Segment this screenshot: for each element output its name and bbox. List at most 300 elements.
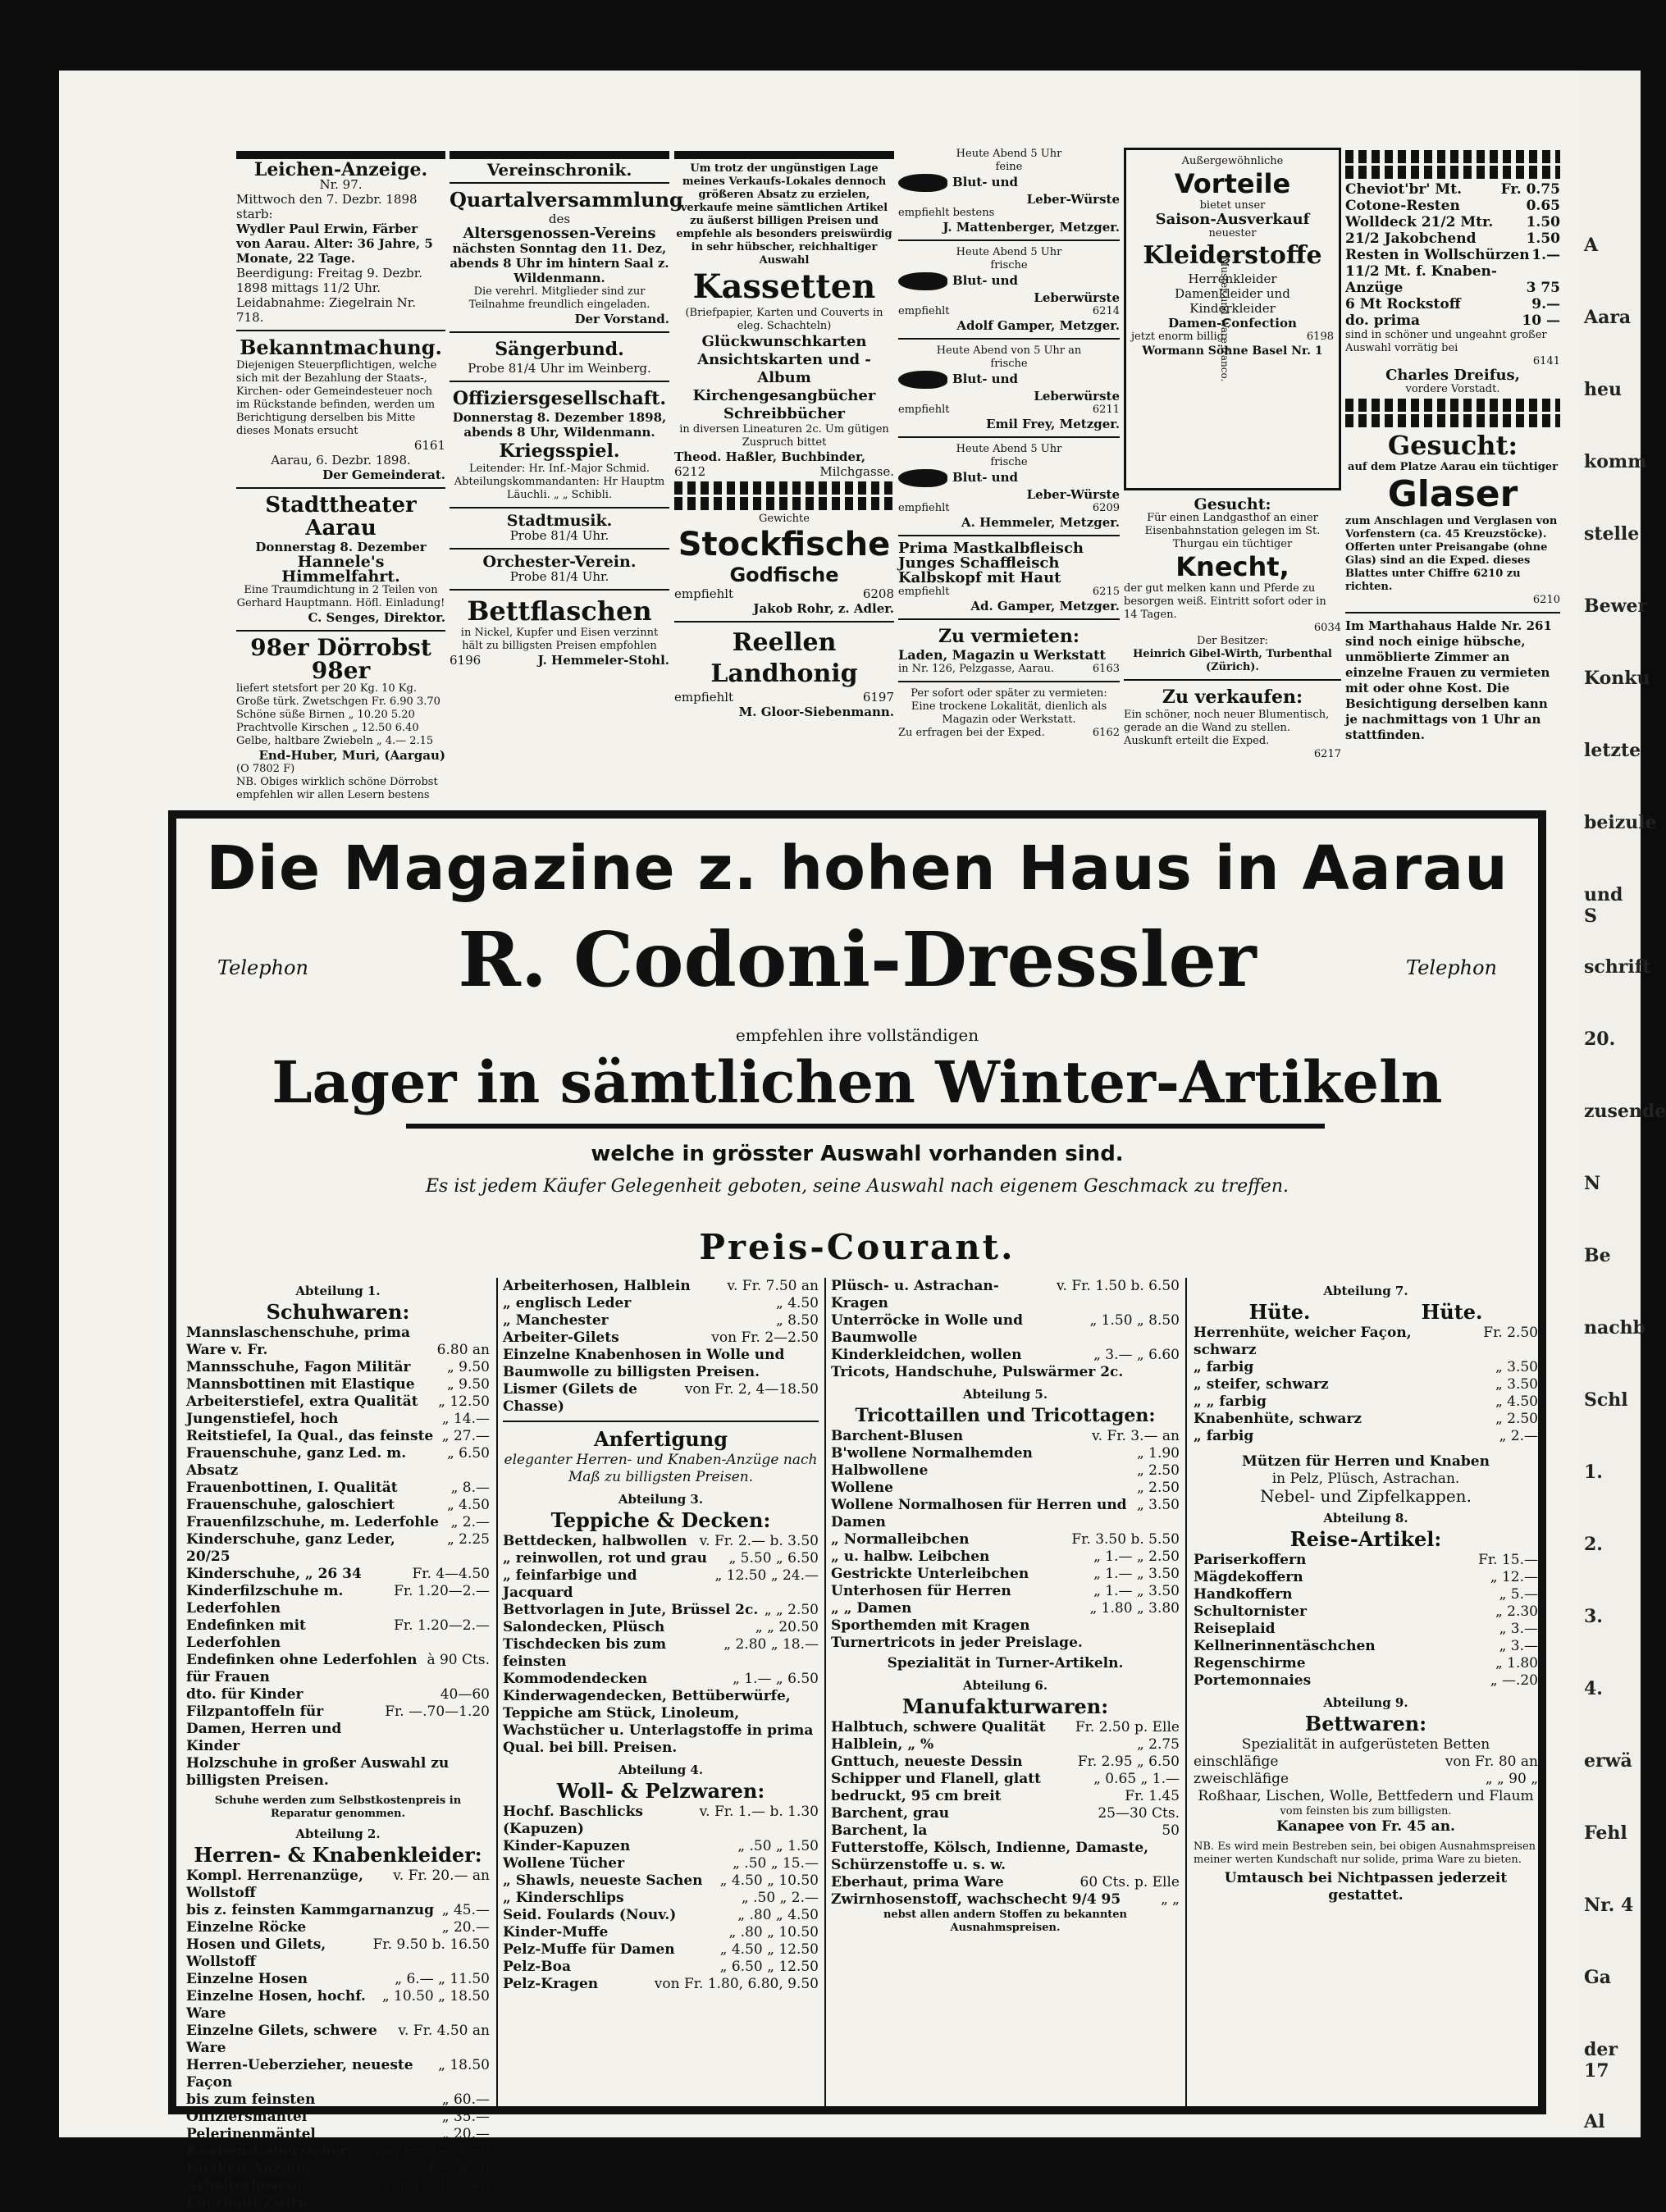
ad-telephone-left: Telephon xyxy=(217,956,308,979)
sausage-icon xyxy=(898,469,947,487)
item-name: Kinder-Kapuzen xyxy=(503,1838,631,1854)
sausage-icon xyxy=(898,272,947,290)
item-price: „ 20.— xyxy=(441,1919,490,1936)
price-row xyxy=(1194,1393,1538,1411)
item-price: 50 xyxy=(1162,1822,1180,1839)
item-price: „ 2.— xyxy=(1499,1428,1538,1444)
announcement-sign: Der Gemeinderat. xyxy=(322,467,445,482)
item-name: Kinder-Muffe xyxy=(503,1924,609,1941)
quarterly-club: Altersgenossen-Vereins xyxy=(463,225,656,242)
item-name: Holzschuhe in großer Auswahl zu billigsten Preisen. xyxy=(186,1755,450,1789)
sale-now: jetzt enorm billig. xyxy=(1131,331,1228,343)
fabric-row xyxy=(1345,198,1560,214)
adjacent-page-fragment: Fehl xyxy=(1584,1822,1627,1844)
fabric-price: 1.— xyxy=(1531,247,1560,263)
quarterly-text2: Die verehrl. Mitglieder sind zur Teilnahme freundlich eingeladen. xyxy=(468,285,650,311)
meat-item: Junges Schaffleisch xyxy=(898,554,1060,572)
item-name: Kommodendecken xyxy=(503,1671,648,1687)
dept-title: Hüte. xyxy=(1248,1300,1311,1324)
item-price: „ 2.30 xyxy=(1495,1603,1538,1620)
item-price: „ 1.— „ 3.50 xyxy=(1093,1566,1180,1582)
meat-number: 6215 xyxy=(1092,586,1120,598)
death-address: Leidabnahme: Ziegelrain Nr. 718. xyxy=(236,295,417,325)
price-row xyxy=(186,1531,490,1566)
price-row xyxy=(503,1381,819,1416)
price-row xyxy=(186,1342,490,1359)
sale-offers: bietet unser xyxy=(1199,199,1266,212)
farmhand-sign: Heinrich Gibel-Wirth, Turbenthal (Zürich). xyxy=(1133,648,1332,673)
adjacent-page-fragment: heu xyxy=(1584,379,1622,400)
cards-item: Kirchengesangbücher xyxy=(692,387,876,404)
sausage-icon xyxy=(898,174,947,192)
price-row xyxy=(186,1686,490,1703)
theater-play: Hannele's Himmelfahrt. xyxy=(281,553,400,586)
fabric-price: Fr. 0.75 xyxy=(1500,181,1560,198)
sale-prefix: Außergewöhnliche xyxy=(1181,155,1284,167)
price-row xyxy=(831,1719,1180,1736)
price-row xyxy=(186,2178,490,2212)
item-name: Futterstoffe, Kölsch, Indienne, Damaste, xyxy=(831,1840,1149,1856)
dept-title: Tricottaillen und Tricottagen: xyxy=(855,1405,1156,1426)
item-price: „ 1.— „ 2.50 xyxy=(1093,1548,1180,1565)
dried-fruit-line: Prachtvolle Kirschen „ 12.50 6.40 xyxy=(236,722,419,734)
price-row xyxy=(831,1278,1180,1312)
club-title: Vereinschronik. xyxy=(486,160,632,180)
sausage-number: 6214 xyxy=(1092,305,1120,317)
fabric-row xyxy=(1345,214,1560,230)
sell-number: 6217 xyxy=(1313,748,1341,760)
honey-sign: M. Gloor-Siebenmann. xyxy=(738,705,894,719)
death-burial: Beerdigung: Freitag 9. Dezbr. 1898 mittags 11/2 Uhr. xyxy=(236,266,423,295)
item-price: 60 Cts. p. Elle xyxy=(1079,1874,1180,1890)
adjacent-page-fragment: zusende xyxy=(1584,1101,1666,1122)
price-row xyxy=(186,2057,490,2091)
price-row xyxy=(831,1857,1180,1874)
quarterly-des: des xyxy=(548,212,571,226)
item-price: Fr. 1.20—2.— xyxy=(394,1583,490,1599)
item-name: Unterröcke in Wolle und Baumwolle xyxy=(831,1312,1024,1346)
tailoring-text: eleganter Herren- und Knaben-Anzüge nach Maß zu billigsten Preisen. xyxy=(504,1452,818,1485)
item-price: „ „ xyxy=(1160,1891,1180,1908)
dried-fruit-line: Schöne süße Birnen „ 10.20 5.20 xyxy=(236,709,415,721)
sofa-price: Kanapee von Fr. 45 an. xyxy=(1276,1818,1455,1835)
price-row xyxy=(186,1652,490,1686)
item-name: Seid. Foulards (Nouv.) xyxy=(503,1907,677,1923)
rent-number: 6163 xyxy=(1092,663,1120,675)
glazier-wanted: Gesucht: xyxy=(1387,430,1518,461)
price-row xyxy=(186,2143,490,2160)
stockfish-emp: empfiehlt xyxy=(674,586,734,601)
item-name: Wollene Tücher xyxy=(503,1855,625,1872)
adjacent-page-fragment: Be xyxy=(1584,1245,1611,1266)
item-name: Jungenstiefel, hoch xyxy=(186,1411,339,1427)
adjacent-page-fragment: stelle xyxy=(1584,523,1640,545)
band-title: Stadtmusik. xyxy=(506,512,613,530)
item-price: v. Fr. 1.50 b. 6.50 xyxy=(1056,1278,1180,1294)
price-row xyxy=(503,1941,819,1959)
item-price: „ 0.65 „ 1.— xyxy=(1093,1771,1180,1787)
rent2-text2: Zu erfragen bei der Exped. xyxy=(898,727,1045,739)
sale-newest: neuester xyxy=(1208,227,1257,239)
glazier-intro: auf dem Platze Aarau ein tüchtiger xyxy=(1348,461,1558,473)
item-name: Gnttuch, neueste Dessin xyxy=(831,1754,1023,1770)
item-name: Halbwollene xyxy=(831,1462,929,1479)
adjacent-page-fragment: und S xyxy=(1584,884,1623,927)
price-row xyxy=(831,1788,1180,1805)
sausage-liver: Leberwürste xyxy=(1034,290,1120,305)
item-price: „ 27.— xyxy=(441,1428,490,1444)
item-name: Zwirnhosenstoff, wachschecht 9/4 95 xyxy=(831,1891,1121,1908)
item-price: „ „ 2.50 xyxy=(764,1602,819,1618)
cards-text: in diversen Lineaturen 2c. Um gütigen Zuspruch bittet xyxy=(679,423,889,449)
bottle-title: Bettflaschen xyxy=(467,595,652,627)
dept-title: Reise-Artikel: xyxy=(1289,1527,1442,1551)
fabric-price: 1.50 xyxy=(1526,230,1560,247)
price-row xyxy=(186,2109,490,2126)
price-row xyxy=(831,1548,1180,1566)
price-row xyxy=(831,1497,1180,1531)
sale-title: Vorteile xyxy=(1174,168,1291,199)
announcement-text: Diejenigen Steuerpflichtigen, welche sich mit der Bezahlung der Staats-, Kirchen- oder Gemeindesteuer noch im Rückstande befinden, werden um Berichtigung derselben bis Mitte dieses Monats ersucht xyxy=(236,359,437,437)
item-name: Pelerinenmäntel xyxy=(186,2126,316,2142)
item-name: Schultornister xyxy=(1194,1603,1307,1620)
item-name: Tricots, Handschuhe, Pulswärmer 2c. xyxy=(831,1364,1124,1380)
item-name: B'wollene Normalhemden xyxy=(831,1445,1033,1462)
exchange-note: Umtausch bei Nichtpassen jederzeit gestattet. xyxy=(1224,1870,1508,1904)
dept-label: Abteilung 9. xyxy=(1323,1695,1408,1710)
sale-item: Damenkleider und xyxy=(1175,286,1290,301)
fabrics-sign: Charles Dreifus, xyxy=(1385,367,1520,384)
adjacent-page-fragment: erwä xyxy=(1584,1750,1632,1772)
item-price: „ 2.50 xyxy=(1136,1462,1180,1479)
wargame-title: Kriegsspiel. xyxy=(499,440,620,462)
price-row xyxy=(186,1359,490,1376)
price-row xyxy=(503,1636,819,1671)
sausage-head: Heute Abend 5 Uhr xyxy=(956,246,1062,258)
item-name: Pelz-Boa xyxy=(503,1959,572,1975)
item-name: Arbeiter-Gilets xyxy=(503,1329,619,1346)
sale-confection: Damen-Confection xyxy=(1168,316,1297,331)
price-row xyxy=(186,1988,490,2023)
price-row xyxy=(503,1550,819,1567)
item-price: „ 2.25 xyxy=(446,1531,490,1548)
item-name: Kellnerinnentäschchen xyxy=(1194,1638,1376,1654)
dept-label: Abteilung 5. xyxy=(962,1387,1048,1402)
item-name: Einzelne Gilets, schwere Ware xyxy=(186,2023,377,2056)
dept-title: Bettwaren: xyxy=(1304,1712,1427,1735)
item-price: Fr. 3.50 b. 5.50 xyxy=(1071,1531,1180,1548)
choir-title: Sängerbund. xyxy=(495,339,624,360)
column-clothing-sale xyxy=(1124,148,1341,853)
sausage-blood: Blut- und xyxy=(952,372,1018,386)
price-row xyxy=(831,1736,1180,1754)
sausage-blood: Blut- und xyxy=(952,470,1018,485)
sell-title: Zu verkaufen: xyxy=(1162,686,1303,708)
price-row xyxy=(1194,1672,1538,1690)
beds-range: vom feinsten bis zum billigsten. xyxy=(1280,1805,1452,1817)
item-price: Fr. —.70—1.20 xyxy=(385,1703,490,1720)
item-name: Kinderfilzschuhe m. Lederfohlen xyxy=(186,1583,344,1617)
item-price: à 90 Cts. xyxy=(427,1652,490,1668)
adjacent-page-fragment: Al xyxy=(1584,2111,1605,2132)
dried-fruit-code: (O 7802 F) xyxy=(236,763,295,775)
item-name: Mannslaschenschuhe, prima xyxy=(186,1325,411,1341)
price-list-title: Preis-Courant. xyxy=(699,1227,1016,1267)
dried-fruit-line: Große türk. Zwetschgen Fr. 6.90 3.70 xyxy=(236,696,440,708)
sell-text: Ein schöner, noch neuer Blumentisch, gerade an die Wand zu stellen. Auskunft erteilt die Exped. xyxy=(1124,709,1330,747)
fabric-row xyxy=(1345,181,1560,198)
cards-item: Ansichtskarten und -Album xyxy=(697,351,871,386)
item-name: Herren-Ueberzieher, neueste Façon xyxy=(186,2057,413,2091)
rent2-text: Per sofort oder später zu vermieten: Eine trockene Lokalität, dienlich als Magazin oder Werkstatt. xyxy=(911,687,1107,726)
item-price: Fr. 2.50 xyxy=(1483,1325,1538,1341)
item-name: Regenschirme xyxy=(1194,1655,1306,1672)
item-name: Arbeiterhosen, Halblein xyxy=(503,1278,691,1294)
item-price: „ 10.50 „ 18.50 xyxy=(381,1988,490,2004)
fabric-row xyxy=(1345,247,1560,263)
dried-fruit-line: Gelbe, haltbare Zwiebeln „ 4.— 2.15 xyxy=(236,735,434,747)
item-name: Knabenhüte, schwarz xyxy=(1194,1411,1362,1427)
item-price: „ 3.— „ 6.60 xyxy=(1093,1347,1180,1363)
dried-fruit-sign: End-Huber, Muri, (Aargau) xyxy=(258,748,445,763)
price-column-3 xyxy=(831,1278,1180,1935)
price-row xyxy=(503,1688,819,1757)
item-name: „ Manchester xyxy=(503,1312,609,1329)
column-club-chronicle xyxy=(450,148,683,853)
item-name: Hosen und Gilets, Wollstoff xyxy=(186,1936,326,1970)
item-name: Herrenhüte, weicher Façon, schwarz xyxy=(1194,1325,1412,1358)
item-name: Bettdecken, halbwollen xyxy=(503,1533,687,1549)
item-name: „ englisch Leder xyxy=(503,1295,632,1311)
price-row xyxy=(186,1971,490,1988)
dried-fruit-note: NB. Obiges wirklich schöne Dörrobst empfehlen wir allen Lesern bestens xyxy=(236,776,438,801)
fish-prefix: Gewichte xyxy=(759,513,810,525)
death-text: Mittwoch den 7. Dezbr. 1898 starb: xyxy=(236,192,418,221)
stockfish-number: 6208 xyxy=(862,586,894,601)
item-name: Ware v. Fr. xyxy=(186,1342,268,1358)
price-row xyxy=(1194,1771,1538,1788)
cards-item: Schreibbücher xyxy=(723,405,846,422)
item-price: „ 1.80 xyxy=(1495,1655,1538,1672)
item-name: Einzelne Hosen xyxy=(186,1971,308,1987)
price-row xyxy=(503,1838,819,1855)
item-price: „ 9.50 xyxy=(446,1376,490,1393)
item-price: von Fr. 2—2.50 xyxy=(711,1329,819,1346)
column-death-notice xyxy=(236,148,445,853)
dept-title: Hüte. xyxy=(1421,1300,1483,1324)
fabric-name: Wolldeck 21/2 Mtr. xyxy=(1345,214,1494,230)
adjacent-page-fragment: Bewer xyxy=(1584,595,1648,617)
sausage-sign: J. Mattenberger, Metzger. xyxy=(943,220,1120,235)
item-price: „ 2.— xyxy=(450,1514,490,1530)
beds-specialty: Spezialität in aufgerüsteten Betten xyxy=(1241,1736,1490,1753)
item-name: Bettvorlagen in Jute, Brüssel 2c. xyxy=(503,1602,759,1618)
honey-title: Reellen Landhonig xyxy=(710,628,858,688)
item-name: Portemonnaies xyxy=(1194,1672,1312,1689)
item-price: von Fr. 80 an xyxy=(1445,1754,1538,1770)
martha-house-text: Im Marthahaus Halde Nr. 261 sind noch einige hübsche, unmöblierte Zimmer an einzelne Frauen zu vermieten mit oder ohne Kost. Die Besichtigung derselben kann je nachmittags von 1 Uhr an stattfinden. xyxy=(1345,618,1552,742)
price-row xyxy=(831,1822,1180,1840)
dept-label: Abteilung 2. xyxy=(295,1827,381,1841)
adjacent-page-fragment: A xyxy=(1584,235,1599,256)
item-price: „ 2.80 „ 18.— xyxy=(723,1636,819,1653)
price-row xyxy=(186,2160,490,2178)
adjacent-page-fragment: schrift xyxy=(1584,956,1651,978)
dried-fruit-line: liefert stetsfort per 20 Kg. 10 Kg. xyxy=(236,682,417,695)
glazier-text2: Offerten unter Preisangabe (ohne Glas) sind an die Exped. dieses Blattes unter Chiffre 6210 zu richten. xyxy=(1345,541,1548,593)
item-name: einschläfige xyxy=(1194,1754,1279,1770)
dept-label: Abteilung 7. xyxy=(1323,1284,1408,1298)
price-row xyxy=(503,1976,819,1993)
price-row xyxy=(503,1329,819,1347)
fabric-name: Resten in Wollschürzen xyxy=(1345,247,1530,263)
fabric-name: 6 Mt Rockstoff xyxy=(1345,296,1461,312)
price-row xyxy=(503,1890,819,1907)
price-row xyxy=(1194,1586,1538,1603)
column-fabrics-glaser xyxy=(1345,148,1560,853)
item-name: Einzelne Knabenhosen in Wolle und Baumwolle zu billigsten Preisen. xyxy=(503,1347,785,1380)
sausage-sub: frische xyxy=(990,358,1028,370)
stockfish-title: Stockfische xyxy=(678,526,891,563)
price-row xyxy=(186,1411,490,1428)
price-row xyxy=(186,2126,490,2143)
adjacent-page-fragment: Aara xyxy=(1584,307,1632,328)
item-price: „ 9.50 xyxy=(446,1359,490,1375)
price-row xyxy=(186,1428,490,1445)
band-text: Probe 81/4 Uhr. xyxy=(509,528,609,543)
orchestra-text: Probe 81/4 Uhr. xyxy=(509,569,609,584)
ad-stock: Lager in sämtlichen Winter-Artikeln xyxy=(272,1048,1443,1116)
theater-desc: Eine Traumdichtung in 2 Teilen von Gerhard Hauptmann. Höfl. Einladung! xyxy=(236,584,445,609)
price-column-4 xyxy=(1194,1278,1538,1904)
sale-item: Kinderkleider xyxy=(1189,301,1276,316)
fabric-row xyxy=(1345,312,1560,329)
price-row xyxy=(1194,1325,1538,1359)
item-price: „ 5.50 „ 6.50 xyxy=(728,1550,819,1567)
sale-season: Saison-Ausverkauf xyxy=(1155,211,1310,228)
price-row xyxy=(186,2091,490,2109)
item-price: 6.80 an xyxy=(436,1342,490,1358)
item-name: Barchent, grau xyxy=(831,1805,950,1822)
sausage-emp: empfiehlt xyxy=(898,502,950,514)
quarterly-meeting-title: Quartalversammlung xyxy=(450,188,683,212)
item-name: Mannsbottinen mit Elastique xyxy=(186,1376,415,1393)
ad-selection: welche in grösster Auswahl vorhanden sind. xyxy=(591,1142,1124,1166)
item-name: Kinderwagendecken, Bettüberwürfe, Teppiche am Stück, Linoleum, Wachstücher u. Unterlagstoffe in prima Qual. bei bill. Preisen. xyxy=(503,1688,814,1756)
fabric-price: 0.65 xyxy=(1526,198,1560,214)
item-price: Fr. 2.50 p. Elle xyxy=(1075,1719,1180,1735)
item-price: v. Fr. 2.— b. 3.50 xyxy=(699,1533,819,1549)
dept-title: Herren- & Knabenkleider: xyxy=(194,1843,482,1867)
sausage-sign: Adolf Gamper, Metzger. xyxy=(956,318,1120,333)
item-name: „ Shawls, neueste Sachen xyxy=(503,1872,703,1889)
farmhand-owner-label: Der Besitzer: xyxy=(1197,635,1268,647)
item-name: Halblein, „ % xyxy=(831,1736,934,1753)
honey-emp: empfiehlt xyxy=(674,690,734,705)
price-row xyxy=(831,1840,1180,1857)
price-row xyxy=(186,1583,490,1617)
sausage-number: 6209 xyxy=(1092,502,1120,514)
glazier-title: Glaser xyxy=(1387,473,1518,515)
bottle-text: in Nickel, Kupfer und Eisen verzinnt hält zu billigsten Preisen empfohlen xyxy=(460,627,659,652)
item-price: „ .80 „ 4.50 xyxy=(737,1907,819,1923)
item-name: Endefinken mit Lederfohlen xyxy=(186,1617,306,1651)
item-name: „ feinfarbige und Jacquard xyxy=(503,1567,637,1601)
adjacent-page-fragment: komm xyxy=(1584,451,1647,472)
item-name: bis zum feinsten xyxy=(186,2091,316,2108)
glazier-text: zum Anschlagen und Verglasen von Vorfenstern (ca. 45 Kreuzstöcke). xyxy=(1345,515,1558,540)
adjacent-page-fragment: N xyxy=(1584,1173,1601,1194)
price-row xyxy=(1194,1376,1538,1393)
item-price: „ 12.— xyxy=(1490,1569,1538,1585)
tailoring-title: Anfertigung xyxy=(594,1427,728,1451)
bookbinder-number: 6212 xyxy=(674,464,706,479)
divider xyxy=(1185,1278,1187,2106)
item-price: „ 35.— xyxy=(441,2109,490,2125)
fabric-name: 11/2 Mt. f. Knaben- xyxy=(1345,263,1497,280)
price-row xyxy=(831,1445,1180,1462)
item-price: Fr. 4—4.50 xyxy=(412,1566,490,1582)
item-price: „ 1.— „ 6.50 xyxy=(733,1671,819,1687)
boxes-title: Kassetten xyxy=(692,267,876,306)
item-price: Fr. 9.50 b. 16.50 xyxy=(372,1936,490,1953)
honey-number: 6197 xyxy=(862,690,894,705)
item-price: v. Fr. 4.50 an xyxy=(398,2023,490,2039)
price-row xyxy=(503,1347,819,1381)
item-price: „ .50 „ 15.— xyxy=(733,1855,819,1872)
price-row xyxy=(503,1924,819,1941)
orchestra-title: Orchester-Verein. xyxy=(482,553,637,571)
item-price: „ .80 „ 10.50 xyxy=(728,1924,819,1941)
price-row xyxy=(186,1902,490,1919)
price-row xyxy=(186,2023,490,2057)
sausage-blood: Blut- und xyxy=(952,175,1018,189)
price-column-2 xyxy=(503,1278,819,1993)
fabrics-address: vordere Vorstadt. xyxy=(1405,383,1500,395)
item-name: Salondecken, Plüsch xyxy=(503,1619,665,1635)
item-name: „ reinwollen, rot und grau xyxy=(503,1550,707,1567)
item-price: „ 12.50 „ 24.— xyxy=(714,1567,819,1584)
item-name: Barchent-Blusen xyxy=(831,1428,964,1444)
price-row xyxy=(503,1671,819,1688)
item-name: Turnertricots in jeder Preislage. xyxy=(831,1635,1083,1651)
ad-opportunity: Es ist jedem Käufer Gelegenheit geboten, seine Auswahl nach eigenem Geschmack zu treffen. xyxy=(425,1176,1289,1197)
item-name: Wollene xyxy=(831,1480,893,1496)
item-price: „ 1.90 xyxy=(1136,1445,1180,1462)
divider xyxy=(496,1278,498,2106)
item-name: Kinderschuhe, „ 26 34 xyxy=(186,1566,362,1582)
item-price: „ 14.— xyxy=(441,1411,490,1427)
item-price: „ „ 90 „ xyxy=(1485,1771,1538,1787)
item-price: „ 60.— xyxy=(441,2091,490,2108)
item-price: 40—60 xyxy=(440,1686,490,1703)
item-name: „ „ farbig xyxy=(1194,1393,1267,1410)
sausage-sub: feine xyxy=(995,161,1023,173)
item-name: „ u. halbw. Leibchen xyxy=(831,1548,990,1565)
item-price: „ 6.— „ 11.50 xyxy=(395,1971,490,1987)
price-row xyxy=(831,1635,1180,1652)
beds-materials: Roßhaar, Lischen, Wolle, Bettfedern und Flaum xyxy=(1198,1788,1534,1804)
boxes-text: (Briefpapier, Karten und Couverts in eleg. Schachteln) xyxy=(685,307,883,332)
column-butchers xyxy=(898,148,1120,853)
ad-recommend: empfehlen ihre vollständigen xyxy=(735,1025,979,1045)
price-row xyxy=(503,1907,819,1924)
sausage-number: 6211 xyxy=(1092,404,1120,416)
dept-label: Abteilung 1. xyxy=(295,1284,381,1298)
price-row xyxy=(831,1428,1180,1445)
announcement-number: 6161 xyxy=(413,438,445,453)
sausage-blood: Blut- und xyxy=(952,273,1018,288)
